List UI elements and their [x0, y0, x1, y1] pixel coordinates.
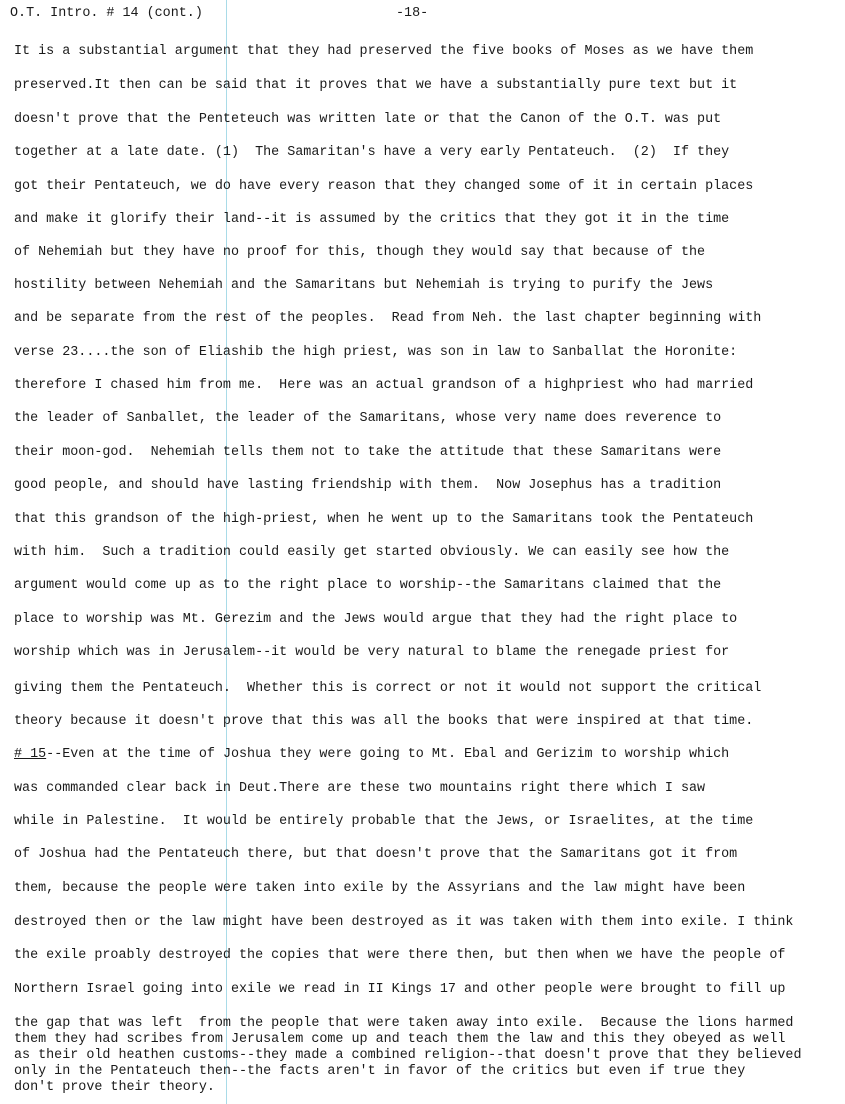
text-line: It is a substantial argument that they had preserved the five books of Moses as we have them — [14, 44, 754, 59]
text-line: and make it glorify their land--it is assumed by the critics that they got it in the time — [14, 212, 730, 227]
text-line: doesn't prove that the Penteteuch was written late or that the Canon of the O.T. was put — [14, 112, 722, 127]
text-line: # 15--Even at the time of Joshua they were going to Mt. Ebal and Gerizim to worship which — [14, 747, 730, 762]
text-line: them, because the people were taken into exile by the Assyrians and the law might have been — [14, 881, 746, 896]
text-line: as their old heathen customs--they made a combined religion--that doesn't prove that they believed — [14, 1048, 802, 1063]
text-line: place to worship was Mt. Gerezim and the Jews would argue that they had the right place to — [14, 612, 738, 627]
text-line: giving them the Pentateuch. Whether this is correct or not it would not support the critical — [14, 681, 762, 696]
text-line: don't prove their theory. — [14, 1080, 215, 1095]
section-marker: # 15 — [14, 747, 47, 762]
text-line: got their Pentateuch, we do have every reason that they changed some of it in certain places — [14, 179, 754, 194]
text-line: argument would come up as to the right place to worship--the Samaritans claimed that the — [14, 578, 722, 593]
text-line: destroyed then or the law might have been destroyed as it was taken with them into exile. I think — [14, 915, 794, 930]
text-line: good people, and should have lasting friendship with them. Now Josephus has a tradition — [14, 478, 722, 493]
text-line: Northern Israel going into exile we read in II Kings 17 and other people were brought to fill up — [14, 982, 786, 997]
text-line: theory because it doesn't prove that this was all the books that were inspired at that time. — [14, 714, 754, 729]
text-line: the exile proably destroyed the copies that were there then, but then when we have the people of — [14, 948, 786, 963]
text-line: their moon-god. Nehemiah tells them not to take the attitude that these Samaritans were — [14, 445, 722, 460]
text-line: them they had scribes from Jerusalem come up and teach them the law and this they obeyed as well — [14, 1032, 786, 1047]
page-number: -18- — [396, 6, 429, 21]
text-line: of Joshua had the Pentateuch there, but that doesn't prove that the Samaritans got it from — [14, 847, 738, 862]
header-title: O.T. Intro. # 14 (cont.) — [10, 6, 203, 21]
text-line: while in Palestine. It would be entirely probable that the Jews, or Israelites, at the time — [14, 814, 754, 829]
text-line: was commanded clear back in Deut.There are these two mountains right there which I saw — [14, 781, 706, 796]
text-line: of Nehemiah but they have no proof for this, though they would say that because of the — [14, 245, 706, 260]
text-line: hostility between Nehemiah and the Samaritans but Nehemiah is trying to purify the Jews — [14, 278, 714, 293]
text-line: that this grandson of the high-priest, when he went up to the Samaritans took the Pentateuch — [14, 512, 754, 527]
text-line: with him. Such a tradition could easily get started obviously. We can easily see how the — [14, 545, 730, 560]
text-line: only in the Pentateuch then--the facts aren't in favor of the critics but even if true they — [14, 1064, 746, 1079]
text-line: verse 23....the son of Eliashib the high priest, was son in law to Sanballat the Horonite: — [14, 345, 738, 360]
page-header — [10, 6, 830, 28]
text-line: and be separate from the rest of the peoples. Read from Neh. the last chapter beginning with — [14, 311, 762, 326]
text-line: preserved.It then can be said that it proves that we have a substantially pure text but it — [14, 78, 738, 93]
text-line: therefore I chased him from me. Here was an actual grandson of a highpriest who had married — [14, 378, 754, 393]
text-line: together at a late date. (1) The Samaritan's have a very early Pentateuch. (2) If they — [14, 145, 730, 160]
text-line: the gap that was left from the people that were taken away into exile. Because the lions harmed — [14, 1016, 794, 1031]
text-line: worship which was in Jerusalem--it would be very natural to blame the renegade priest for — [14, 645, 730, 660]
text-line: the leader of Sanballet, the leader of the Samaritans, whose very name does reverence to — [14, 411, 722, 426]
